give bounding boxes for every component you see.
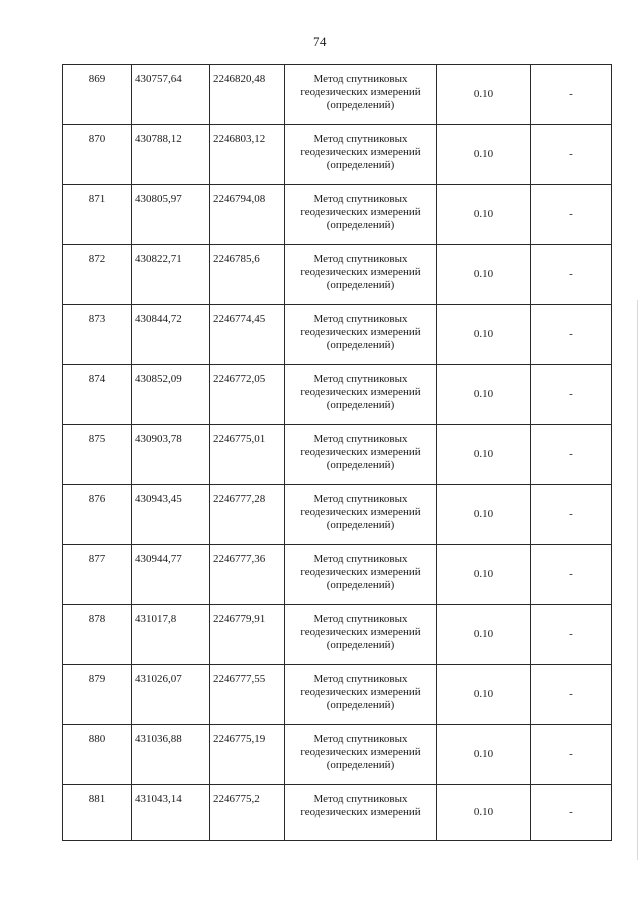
coordinate-x-cell: 431017,8 (132, 605, 210, 665)
note-cell: - (531, 665, 612, 725)
coordinate-y-cell: 2246775,19 (210, 725, 285, 785)
point-number-cell: 870 (63, 125, 132, 185)
table-row (63, 305, 612, 365)
method-cell (285, 65, 437, 125)
method-text-line: Метод спутниковых (313, 493, 408, 505)
method-text-line: геодезических измерений (300, 686, 421, 698)
note-cell: - (531, 65, 612, 125)
method-text-line: (определений) (326, 759, 395, 771)
accuracy-cell: 0.10 (437, 365, 531, 425)
accuracy-cell: 0.10 (437, 605, 531, 665)
table-row (63, 65, 612, 125)
coordinate-x-cell: 430852,09 (132, 365, 210, 425)
coordinate-y-cell: 2246774,45 (210, 305, 285, 365)
method-text-line: геодезических измерений (300, 206, 421, 218)
scan-edge-line (637, 300, 638, 860)
method-cell (285, 425, 437, 485)
method-text-line: (определений) (326, 519, 395, 531)
table-row (63, 785, 612, 841)
point-number-cell: 873 (63, 305, 132, 365)
point-number-cell: 879 (63, 665, 132, 725)
method-cell (285, 125, 437, 185)
method-text-line: (определений) (326, 219, 395, 231)
note-cell: - (531, 725, 612, 785)
coordinate-y-cell: 2246785,6 (210, 245, 285, 305)
coordinate-y-cell: 2246775,01 (210, 425, 285, 485)
method-text-line: Метод спутниковых (313, 193, 408, 205)
note-cell: - (531, 305, 612, 365)
coordinates-table (62, 64, 612, 841)
coordinate-y-cell: 2246772,05 (210, 365, 285, 425)
coordinate-x-cell: 430788,12 (132, 125, 210, 185)
table-row (63, 665, 612, 725)
note-cell: - (531, 605, 612, 665)
point-number-cell: 876 (63, 485, 132, 545)
note-cell: - (531, 425, 612, 485)
point-number-cell: 871 (63, 185, 132, 245)
method-text-line: Метод спутниковых (313, 433, 408, 445)
point-number-cell: 875 (63, 425, 132, 485)
method-text-line: Метод спутниковых (313, 313, 408, 325)
method-text-line: геодезических измерений (300, 146, 421, 158)
method-text-line: геодезических измерений (300, 746, 421, 758)
note-cell: - (531, 785, 612, 841)
method-cell (285, 245, 437, 305)
method-text-line: геодезических измерений (300, 386, 421, 398)
method-text-line: (определений) (326, 159, 395, 171)
point-number-cell: 874 (63, 365, 132, 425)
note-cell: - (531, 485, 612, 545)
method-text-line: Метод спутниковых (313, 133, 408, 145)
note-cell: - (531, 245, 612, 305)
coordinate-x-cell: 431043,14 (132, 785, 210, 841)
accuracy-cell: 0.10 (437, 485, 531, 545)
method-cell (285, 545, 437, 605)
table-row (63, 425, 612, 485)
coordinate-x-cell: 431036,88 (132, 725, 210, 785)
method-text-line: геодезических измерений (300, 506, 421, 518)
point-number-cell: 877 (63, 545, 132, 605)
method-text-line: (определений) (326, 279, 395, 291)
note-cell: - (531, 185, 612, 245)
coordinate-x-cell: 430844,72 (132, 305, 210, 365)
coordinate-y-cell: 2246794,08 (210, 185, 285, 245)
method-text-line: Метод спутниковых (313, 253, 408, 265)
note-cell: - (531, 365, 612, 425)
table-row (63, 245, 612, 305)
method-text-line: Метод спутниковых (313, 553, 408, 565)
coordinate-x-cell: 430944,77 (132, 545, 210, 605)
coordinate-y-cell: 2246775,2 (210, 785, 285, 841)
coordinate-y-cell: 2246803,12 (210, 125, 285, 185)
coordinate-x-cell: 430757,64 (132, 65, 210, 125)
table-row (63, 545, 612, 605)
accuracy-cell: 0.10 (437, 245, 531, 305)
point-number-cell: 869 (63, 65, 132, 125)
point-number-cell: 880 (63, 725, 132, 785)
method-cell (285, 785, 437, 841)
method-text-line: (определений) (326, 339, 395, 351)
table-row (63, 725, 612, 785)
accuracy-cell: 0.10 (437, 785, 531, 841)
table-row (63, 605, 612, 665)
accuracy-cell: 0.10 (437, 725, 531, 785)
accuracy-cell: 0.10 (437, 305, 531, 365)
method-cell (285, 365, 437, 425)
accuracy-cell: 0.10 (437, 665, 531, 725)
page-number: 74 (313, 34, 327, 49)
method-text-line: геодезических измерений (300, 446, 421, 458)
method-text-line: (определений) (326, 699, 395, 711)
note-cell: - (531, 545, 612, 605)
table-row (63, 365, 612, 425)
method-text-line: Метод спутниковых (313, 793, 408, 805)
method-cell (285, 665, 437, 725)
coordinate-x-cell: 430805,97 (132, 185, 210, 245)
method-cell (285, 485, 437, 545)
accuracy-cell: 0.10 (437, 125, 531, 185)
point-number-cell: 878 (63, 605, 132, 665)
coordinate-x-cell: 430943,45 (132, 485, 210, 545)
method-text-line: (определений) (326, 99, 395, 111)
point-number-cell: 881 (63, 785, 132, 841)
method-cell (285, 185, 437, 245)
method-text-line: геодезических измерений (300, 626, 421, 638)
method-text-line: (определений) (326, 579, 395, 591)
method-text-line: Метод спутниковых (313, 613, 408, 625)
table-row (63, 485, 612, 545)
method-text-line: Метод спутниковых (313, 673, 408, 685)
accuracy-cell: 0.10 (437, 185, 531, 245)
point-number-cell: 872 (63, 245, 132, 305)
coordinate-y-cell: 2246777,28 (210, 485, 285, 545)
method-text-line: Метод спутниковых (313, 733, 408, 745)
coordinate-x-cell: 431026,07 (132, 665, 210, 725)
method-text-line: геодезических измерений (300, 566, 421, 578)
accuracy-cell: 0.10 (437, 545, 531, 605)
coordinates-table-body (63, 65, 612, 841)
method-text-line: геодезических измерений (300, 326, 421, 338)
method-text-line: геодезических измерений (300, 806, 421, 818)
method-text-line: геодезических измерений (300, 86, 421, 98)
coordinate-y-cell: 2246777,55 (210, 665, 285, 725)
coordinate-x-cell: 430822,71 (132, 245, 210, 305)
method-text-line: (определений) (326, 459, 395, 471)
note-cell: - (531, 125, 612, 185)
coordinate-y-cell: 2246777,36 (210, 545, 285, 605)
table-row (63, 125, 612, 185)
coordinate-y-cell: 2246820,48 (210, 65, 285, 125)
coordinate-y-cell: 2246779,91 (210, 605, 285, 665)
table-row (63, 185, 612, 245)
method-text-line: Метод спутниковых (313, 73, 408, 85)
method-text-line: (определений) (326, 639, 395, 651)
method-text-line: Метод спутниковых (313, 373, 408, 385)
coordinate-x-cell: 430903,78 (132, 425, 210, 485)
method-cell (285, 605, 437, 665)
method-text-line: (определений) (326, 399, 395, 411)
accuracy-cell: 0.10 (437, 425, 531, 485)
accuracy-cell: 0.10 (437, 65, 531, 125)
method-text-line: геодезических измерений (300, 266, 421, 278)
method-cell (285, 305, 437, 365)
method-cell (285, 725, 437, 785)
